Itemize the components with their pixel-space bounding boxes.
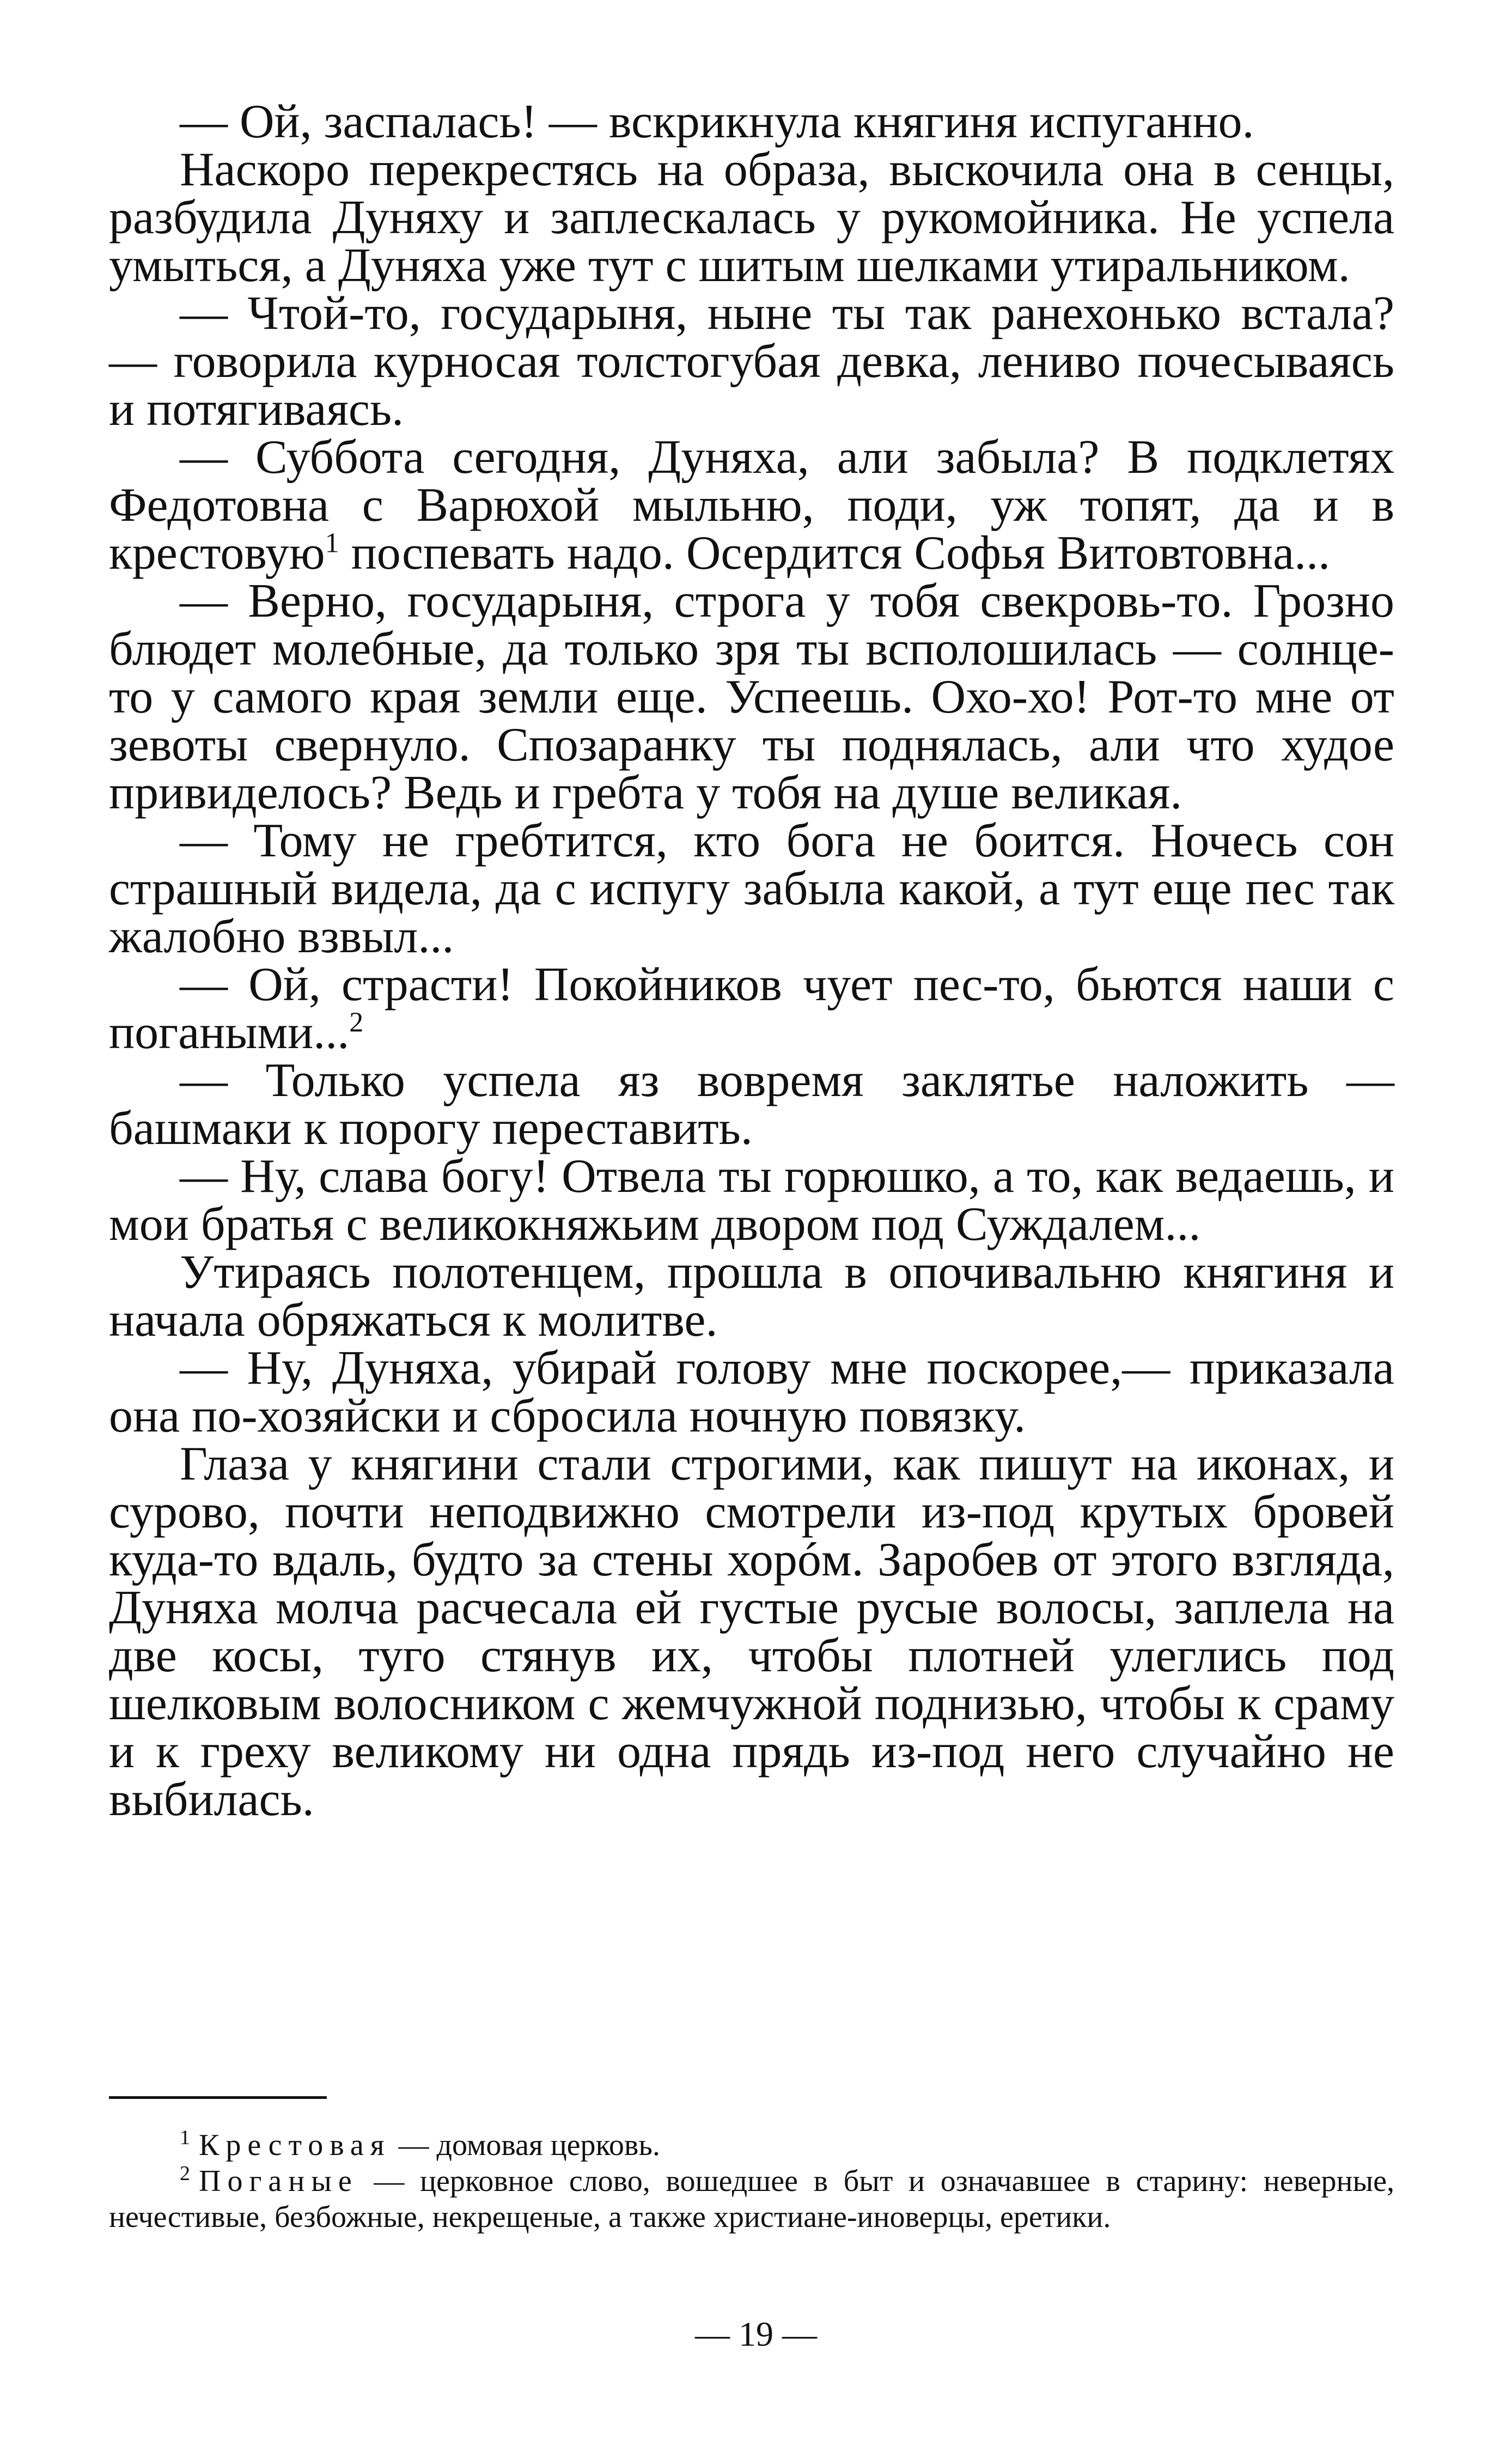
paragraph-text: поспевать надо. Осердится Софья Витовтовна... (339, 527, 1331, 580)
footnote-mark: 2 (180, 2162, 190, 2186)
paragraph: — Ну, Дуняха, убирай голову мне поскорее,— приказала она по-хозяйски и сбросила ночную повязку. (109, 1342, 1394, 1442)
paragraph: — Только успела яз вовремя заклятье наложить — башмаки к порогу переставить. (109, 1054, 1394, 1155)
paragraph: — Ну, слава богу! Отвела ты горюшко, а то, как ведаешь, и мои братья с великокняжьим двором под Суждалем... (109, 1150, 1394, 1251)
paragraph: — Верно, государыня, строга у тобя свекровь-то. Грозно блюдет молебные, да только зря ты всполошилась — солнце-то у самого края земли еще. Успеешь. Охо-хо! Рот-то мне от зевоты свернуло. Спозаранку ты поднялась, али что худое привиделось? Ведь и гребта у тобя на душе великая. (109, 575, 1394, 819)
footnote-term: Поганые (199, 2164, 358, 2198)
paragraph: Наскоро перекрестясь на образа, выскочила она в сенцы, разбудила Дуняху и заплескалась у рукомойника. Не успела умыться, а Дуняха уже тут с шитым шелками утиральником. (109, 143, 1394, 292)
page-number: — 19 — (695, 2315, 817, 2353)
paragraph-text: — Суббота сегодня, Дуняха, али забыла? В подклетях Федотовна с Варюхой мыльню, поди, уж топят, да и в крестовую (109, 431, 1394, 580)
paragraph (109, 958, 1394, 1059)
footnote (109, 2127, 1394, 2163)
main-text (109, 95, 1394, 1826)
footnote-term: Крестовая (199, 2128, 391, 2162)
paragraph: — Ой, заспалась! — вскрикнула княгиня испуганно. (180, 95, 1254, 148)
paragraph (109, 431, 1394, 580)
paragraph: Утираясь полотенцем, прошла в опочивальню княгиня и начала обряжаться к молитве. (109, 1246, 1394, 1347)
paragraph: Глаза у княгини стали строгими, как пишут на иконах, и сурово, почти неподвижно смотрели из-под крутых бровей куда-то вдаль, будто за стены хорóм. Заробев от этого взгляда, Дуняха молча расчесала ей густые русые волосы, заплела на две косы, туго стянув их, чтобы плотней улеглись под шелковым волосником с жемчужной поднизью, чтобы к сраму и к греху великому ни одна прядь из-под него случайно не выбилась. (109, 1438, 1394, 1826)
footnotes (109, 2127, 1394, 2235)
footnote-text: — домовая церковь. (391, 2128, 660, 2162)
paragraph: — Тому не гребтится, кто бога не боится. Ночесь сон страшный видела, да с испугу забыла какой, а тут еще пес так жалобно взвыл... (109, 814, 1394, 963)
paragraph-text: — Ой, страсти! Покойников чует пес-то, бьются наши с погаными... (109, 958, 1394, 1059)
paragraph: — Чтой-то, государыня, ныне ты так ранехонько встала? — говорила курносая толстогубая девка, лениво почесываясь и потягиваясь. (109, 287, 1394, 436)
footnote-mark: 1 (180, 2126, 190, 2150)
footnote-ref: 2 (349, 1007, 364, 1038)
footnote-text: — церковное слово, вошедшее в быт и означавшее в старину: неверные, нечестивые, безбожные, некрещеные, а также христиане-иноверцы, еретики. (109, 2164, 1394, 2234)
footnote-divider (109, 2096, 327, 2099)
footnote-ref: 1 (325, 527, 339, 559)
footnote (109, 2163, 1394, 2235)
